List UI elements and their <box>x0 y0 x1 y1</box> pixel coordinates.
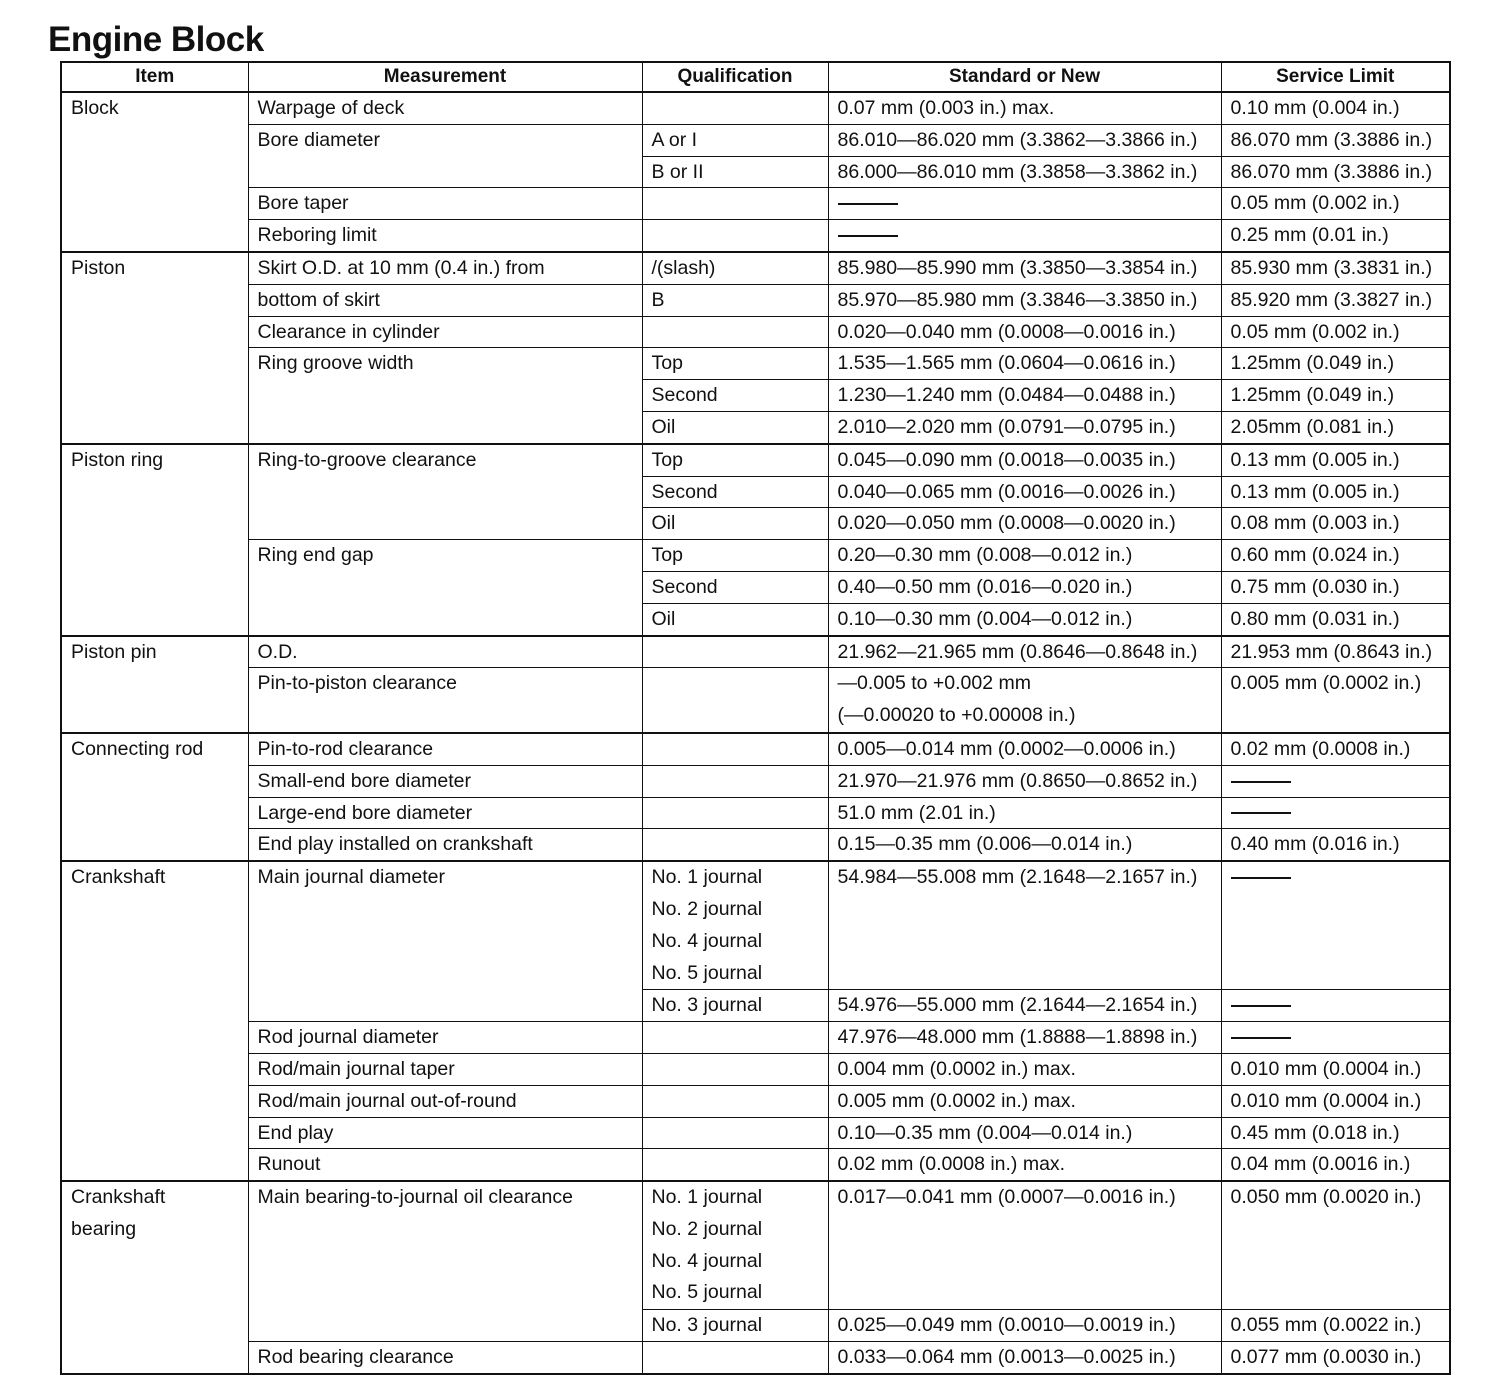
qualification-cell <box>642 1085 828 1117</box>
limit-cell: 86.070 mm (3.3886 in.) <box>1221 124 1450 156</box>
measurement-cell: Rod/main journal out-of-round <box>248 1085 642 1117</box>
item-label-line: bearing <box>71 1217 137 1240</box>
measurement-cell: Small-end bore diameter <box>248 765 642 797</box>
limit-cell: 0.80 mm (0.031 in.) <box>1221 603 1450 635</box>
table-row <box>61 765 1450 797</box>
header-qualification: Qualification <box>642 62 828 92</box>
header-service-limit: Service Limit <box>1221 62 1450 92</box>
qualification-cell: Second <box>642 476 828 508</box>
standard-cell <box>828 220 1221 252</box>
item-crankshaft-bearing <box>61 1181 248 1374</box>
not-applicable-dash <box>838 203 898 205</box>
standard-cell: 0.005—0.014 mm (0.0002—0.0006 in.) <box>828 733 1221 765</box>
standard-cell: 54.984—55.008 mm (2.1648—2.1657 in.) <box>828 861 1221 990</box>
table-row <box>61 636 1450 668</box>
item-label-line: Crankshaft <box>71 1186 166 1209</box>
limit-cell: 85.920 mm (3.3827 in.) <box>1221 284 1450 316</box>
standard-cell: 0.10—0.30 mm (0.004—0.012 in.) <box>828 603 1221 635</box>
qualification-cell: /(slash) <box>642 252 828 284</box>
journal-label: No. 1 journal <box>651 1186 763 1209</box>
limit-cell: 0.13 mm (0.005 in.) <box>1221 444 1450 476</box>
standard-cell: 85.970—85.980 mm (3.3846—3.3850 in.) <box>828 284 1221 316</box>
measurement-cell: Main journal diameter <box>248 861 642 1021</box>
measurement-cell: End play installed on crankshaft <box>248 829 642 861</box>
table-row <box>61 540 1450 572</box>
limit-cell: 0.05 mm (0.002 in.) <box>1221 316 1450 348</box>
standard-cell <box>828 668 1221 733</box>
qualification-cell <box>642 668 828 733</box>
journal-label: No. 2 journal <box>651 1217 763 1240</box>
measurement-cell: Ring groove width <box>248 348 642 444</box>
table-row <box>61 733 1450 765</box>
qualification-cell <box>642 765 828 797</box>
table-row <box>61 188 1450 220</box>
header-measurement: Measurement <box>248 62 642 92</box>
qualification-cell <box>642 316 828 348</box>
measurement-cell: Pin-to-rod clearance <box>248 733 642 765</box>
standard-cell: 0.02 mm (0.0008 in.) max. <box>828 1149 1221 1181</box>
qualification-cell <box>642 829 828 861</box>
standard-cell: 47.976—48.000 mm (1.8888—1.8898 in.) <box>828 1022 1221 1054</box>
item-crankshaft: Crankshaft <box>61 861 248 1181</box>
limit-cell: 0.04 mm (0.0016 in.) <box>1221 1149 1450 1181</box>
journal-label: No. 1 journal <box>651 866 763 889</box>
journal-label: No. 4 journal <box>651 1249 763 1272</box>
standard-line: (—0.00020 to +0.00008 in.) <box>837 704 1076 727</box>
standard-cell: 85.980—85.990 mm (3.3850—3.3854 in.) <box>828 252 1221 284</box>
qualification-cell <box>642 188 828 220</box>
limit-cell <box>1221 861 1450 990</box>
table-row <box>61 1085 1450 1117</box>
limit-cell: 0.40 mm (0.016 in.) <box>1221 829 1450 861</box>
table-row <box>61 348 1450 380</box>
qualification-cell: Top <box>642 444 828 476</box>
qualification-cell: Second <box>642 571 828 603</box>
header-standard: Standard or New <box>828 62 1221 92</box>
table-row <box>61 316 1450 348</box>
qualification-cell: No. 3 journal <box>642 1310 828 1342</box>
qualification-cell: No. 3 journal <box>642 990 828 1022</box>
standard-cell: 0.40—0.50 mm (0.016—0.020 in.) <box>828 571 1221 603</box>
standard-cell: 0.15—0.35 mm (0.006—0.014 in.) <box>828 829 1221 861</box>
standard-cell: 86.000—86.010 mm (3.3858—3.3862 in.) <box>828 156 1221 188</box>
measurement-cell: O.D. <box>248 636 642 668</box>
not-applicable-dash <box>838 235 898 237</box>
limit-cell <box>1221 797 1450 829</box>
item-piston: Piston <box>61 252 248 444</box>
qualification-cell: Second <box>642 380 828 412</box>
limit-cell: 1.25mm (0.049 in.) <box>1221 380 1450 412</box>
limit-cell: 0.10 mm (0.004 in.) <box>1221 92 1450 124</box>
limit-cell: 0.25 mm (0.01 in.) <box>1221 220 1450 252</box>
qualification-cell <box>642 797 828 829</box>
standard-cell: 86.010—86.020 mm (3.3862—3.3866 in.) <box>828 124 1221 156</box>
qualification-cell <box>642 1117 828 1149</box>
qualification-cell <box>642 1053 828 1085</box>
journal-label: No. 5 journal <box>651 961 763 984</box>
standard-cell: 1.230—1.240 mm (0.0484—0.0488 in.) <box>828 380 1221 412</box>
measurement-cell: Skirt O.D. at 10 mm (0.4 in.) from <box>248 252 642 284</box>
qualification-cell <box>642 733 828 765</box>
limit-cell: 2.05mm (0.081 in.) <box>1221 411 1450 443</box>
qualification-cell: Top <box>642 348 828 380</box>
qualification-cell <box>642 1181 828 1310</box>
qualification-cell: B <box>642 284 828 316</box>
standard-cell: 0.025—0.049 mm (0.0010—0.0019 in.) <box>828 1310 1221 1342</box>
measurement-cell: Large-end bore diameter <box>248 797 642 829</box>
standard-cell: 1.535—1.565 mm (0.0604—0.0616 in.) <box>828 348 1221 380</box>
qualification-cell <box>642 92 828 124</box>
table-row <box>61 668 1450 733</box>
limit-cell: 85.930 mm (3.3831 in.) <box>1221 252 1450 284</box>
engine-block-spec-table <box>60 61 1451 1375</box>
standard-cell: 0.07 mm (0.003 in.) max. <box>828 92 1221 124</box>
standard-cell: 2.010—2.020 mm (0.0791—0.0795 in.) <box>828 411 1221 443</box>
measurement-cell: bottom of skirt <box>248 284 642 316</box>
limit-cell: 0.60 mm (0.024 in.) <box>1221 540 1450 572</box>
item-piston-pin: Piston pin <box>61 636 248 733</box>
qualification-cell: Oil <box>642 411 828 443</box>
qualification-cell <box>642 1149 828 1181</box>
item-block: Block <box>61 92 248 252</box>
table-row <box>61 861 1450 990</box>
journal-label: No. 2 journal <box>651 897 763 920</box>
qualification-cell <box>642 636 828 668</box>
measurement-cell: Ring end gap <box>248 540 642 636</box>
table-row <box>61 1342 1450 1374</box>
item-piston-ring: Piston ring <box>61 444 248 636</box>
measurement-cell: Main bearing-to-journal oil clearance <box>248 1181 642 1341</box>
standard-cell: 0.017—0.041 mm (0.0007—0.0016 in.) <box>828 1181 1221 1310</box>
standard-cell: 0.033—0.064 mm (0.0013—0.0025 in.) <box>828 1342 1221 1374</box>
limit-cell: 0.02 mm (0.0008 in.) <box>1221 733 1450 765</box>
standard-cell: 0.020—0.040 mm (0.0008—0.0016 in.) <box>828 316 1221 348</box>
standard-cell: 0.045—0.090 mm (0.0018—0.0035 in.) <box>828 444 1221 476</box>
measurement-cell: Reboring limit <box>248 220 642 252</box>
measurement-cell: Clearance in cylinder <box>248 316 642 348</box>
measurement-cell: Ring-to-groove clearance <box>248 444 642 540</box>
qualification-cell: A or I <box>642 124 828 156</box>
table-row <box>61 284 1450 316</box>
limit-cell: 1.25mm (0.049 in.) <box>1221 348 1450 380</box>
table-row <box>61 92 1450 124</box>
measurement-cell: Rod/main journal taper <box>248 1053 642 1085</box>
limit-cell: 0.050 mm (0.0020 in.) <box>1221 1181 1450 1310</box>
limit-cell: 0.13 mm (0.005 in.) <box>1221 476 1450 508</box>
measurement-cell: Rod bearing clearance <box>248 1342 642 1374</box>
limit-cell: 0.005 mm (0.0002 in.) <box>1221 668 1450 733</box>
standard-cell: 0.040—0.065 mm (0.0016—0.0026 in.) <box>828 476 1221 508</box>
journal-label: No. 5 journal <box>651 1281 763 1304</box>
item-connecting-rod: Connecting rod <box>61 733 248 861</box>
standard-cell: 21.962—21.965 mm (0.8646—0.8648 in.) <box>828 636 1221 668</box>
standard-cell: 51.0 mm (2.01 in.) <box>828 797 1221 829</box>
limit-cell: 0.05 mm (0.002 in.) <box>1221 188 1450 220</box>
table-row <box>61 1022 1450 1054</box>
header-item: Item <box>61 62 248 92</box>
table-row <box>61 797 1450 829</box>
table-row <box>61 829 1450 861</box>
limit-cell: 0.077 mm (0.0030 in.) <box>1221 1342 1450 1374</box>
limit-cell: 86.070 mm (3.3886 in.) <box>1221 156 1450 188</box>
table-row <box>61 444 1450 476</box>
journal-label: No. 4 journal <box>651 929 763 952</box>
standard-cell: 0.020—0.050 mm (0.0008—0.0020 in.) <box>828 508 1221 540</box>
qualification-cell: Oil <box>642 603 828 635</box>
header-row <box>61 62 1450 92</box>
qualification-cell <box>642 1342 828 1374</box>
measurement-cell: Pin-to-piston clearance <box>248 668 642 733</box>
standard-cell: 0.004 mm (0.0002 in.) max. <box>828 1053 1221 1085</box>
qualification-cell <box>642 220 828 252</box>
limit-cell: 0.08 mm (0.003 in.) <box>1221 508 1450 540</box>
standard-cell: 0.005 mm (0.0002 in.) max. <box>828 1085 1221 1117</box>
measurement-cell: End play <box>248 1117 642 1149</box>
qualification-cell: Top <box>642 540 828 572</box>
standard-cell: 21.970—21.976 mm (0.8650—0.8652 in.) <box>828 765 1221 797</box>
table-row <box>61 220 1450 252</box>
limit-cell: 0.45 mm (0.018 in.) <box>1221 1117 1450 1149</box>
not-applicable-dash <box>1231 1005 1291 1007</box>
limit-cell: 0.75 mm (0.030 in.) <box>1221 571 1450 603</box>
qualification-cell: Oil <box>642 508 828 540</box>
measurement-cell: Bore diameter <box>248 124 642 188</box>
limit-cell: 0.055 mm (0.0022 in.) <box>1221 1310 1450 1342</box>
qualification-cell: B or II <box>642 156 828 188</box>
limit-cell: 0.010 mm (0.0004 in.) <box>1221 1053 1450 1085</box>
limit-cell <box>1221 990 1450 1022</box>
limit-cell: 21.953 mm (0.8643 in.) <box>1221 636 1450 668</box>
measurement-cell: Rod journal diameter <box>248 1022 642 1054</box>
table-row <box>61 1149 1450 1181</box>
table-row <box>61 1117 1450 1149</box>
not-applicable-dash <box>1231 781 1291 783</box>
measurement-cell: Warpage of deck <box>248 92 642 124</box>
limit-cell <box>1221 765 1450 797</box>
qualification-cell <box>642 1022 828 1054</box>
standard-cell <box>828 188 1221 220</box>
table-row <box>61 124 1450 156</box>
standard-cell: 0.20—0.30 mm (0.008—0.012 in.) <box>828 540 1221 572</box>
table-row <box>61 1053 1450 1085</box>
measurement-cell: Runout <box>248 1149 642 1181</box>
table-row <box>61 252 1450 284</box>
page-title: Engine Block <box>48 20 264 59</box>
table-row <box>61 1181 1450 1310</box>
qualification-cell <box>642 861 828 990</box>
standard-cell: 0.10—0.35 mm (0.004—0.014 in.) <box>828 1117 1221 1149</box>
not-applicable-dash <box>1231 812 1291 814</box>
not-applicable-dash <box>1231 877 1291 879</box>
limit-cell <box>1221 1022 1450 1054</box>
limit-cell: 0.010 mm (0.0004 in.) <box>1221 1085 1450 1117</box>
standard-line: —0.005 to +0.002 mm <box>837 672 1031 695</box>
not-applicable-dash <box>1231 1037 1291 1039</box>
measurement-cell: Bore taper <box>248 188 642 220</box>
standard-cell: 54.976—55.000 mm (2.1644—2.1654 in.) <box>828 990 1221 1022</box>
